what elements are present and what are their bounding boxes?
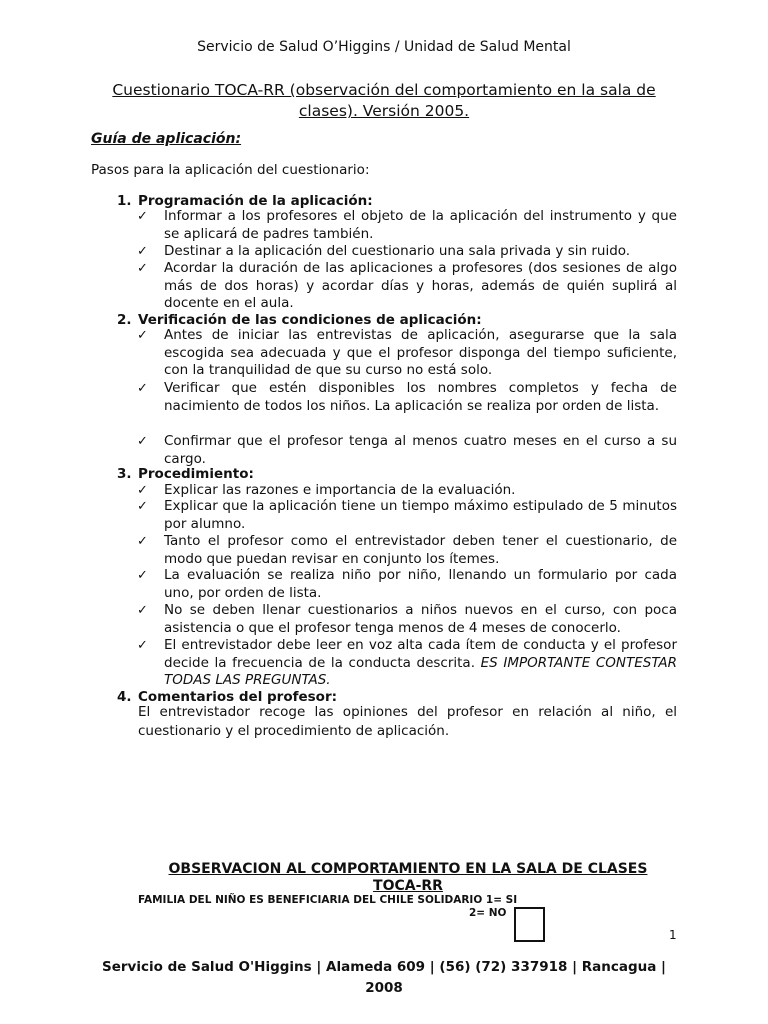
list-item xyxy=(137,327,677,380)
list-item xyxy=(137,567,677,602)
list-item xyxy=(137,533,677,568)
list-item xyxy=(137,380,677,415)
list-item-text: Informar a los profesores el objeto de la aplicación del instrumento y que se aplicará de padres también. xyxy=(164,208,677,242)
list-item xyxy=(137,498,677,533)
step-title: Verificación de las condiciones de aplicación: xyxy=(138,312,482,328)
step-title: Programación de la aplicación: xyxy=(138,193,373,209)
check-icon: ✓ xyxy=(137,534,148,549)
list-item xyxy=(137,602,677,637)
check-icon: ✓ xyxy=(137,638,148,653)
step-number: 3. xyxy=(117,466,132,482)
list-item-text xyxy=(164,637,677,690)
list-item-text: Tanto el profesor como el entrevistador deben tener el cuestionario, de modo que puedan revisar en conjunto los ítemes. xyxy=(164,533,677,567)
observation-title-line-2: TOCA-RR xyxy=(373,878,443,894)
list-item-text-plain: El entrevistador debe leer en voz alta cada ítem de conducta y el profesor decide la frecuencia de la conducta descrita. xyxy=(164,637,677,671)
list-item xyxy=(137,433,677,468)
observation-title-line-1: OBSERVACION AL COMPORTAMIENTO EN LA SALA DE CLASES xyxy=(168,861,648,877)
check-icon: ✓ xyxy=(137,603,148,618)
check-icon: ✓ xyxy=(137,244,148,259)
list-item xyxy=(137,243,677,261)
check-icon: ✓ xyxy=(137,261,148,276)
document-title: Cuestionario TOCA-RR (observación del comportamiento en la sala de clases). Versión 2005. xyxy=(112,81,656,120)
intro-text: Pasos para la aplicación del cuestionario: xyxy=(91,162,370,178)
list-item-text: Explicar las razones e importancia de la evaluación. xyxy=(164,482,516,498)
list-item xyxy=(137,208,677,243)
list-item-text: Destinar a la aplicación del cuestionario una sala privada y sin ruido. xyxy=(164,243,631,259)
step-number: 4. xyxy=(117,689,132,705)
step-1-heading xyxy=(117,193,373,209)
list-item xyxy=(137,260,677,313)
answer-no-label: 2= NO xyxy=(469,907,507,919)
list-item-text: Verificar que estén disponibles los nombres completos y fecha de nacimiento de todos los niños. La aplicación se realiza por orden de lista. xyxy=(164,380,677,414)
list-item-text: Explicar que la aplicación tiene un tiempo máximo estipulado de 5 minutos por alumno. xyxy=(164,498,677,532)
step-4-paragraph: El entrevistador recoge las opiniones del profesor en relación al niño, el cuestionario y el procedimiento de aplicación. xyxy=(138,704,677,739)
emphasis-text: ES IMPORTANTE CONTESTAR TODAS LAS PREGUNTAS. xyxy=(164,654,677,688)
list-item xyxy=(137,637,677,690)
list-item-text: Acordar la duración de las aplicaciones a profesores (dos sesiones de algo más de dos horas) y acordar días y horas, además de quién suplirá al docente en el aula. xyxy=(164,260,677,311)
step-title: Procedimiento: xyxy=(138,466,254,482)
family-question: FAMILIA DEL NIÑO ES BENEFICIARIA DEL CHILE SOLIDARIO 1= SI xyxy=(138,894,518,906)
step-2-heading xyxy=(117,312,482,328)
step-title: Comentarios del profesor: xyxy=(138,689,338,705)
list-item-text: Confirmar que el profesor tenga al menos cuatro meses en el curso a su cargo. xyxy=(164,433,677,467)
check-icon: ✓ xyxy=(137,483,148,498)
guide-heading: Guía de aplicación: xyxy=(91,131,242,147)
check-icon: ✓ xyxy=(137,568,148,583)
check-icon: ✓ xyxy=(137,499,148,514)
list-item-text: Antes de iniciar las entrevistas de aplicación, asegurarse que la sala escogida sea adecuada y que el profesor disponga del tiempo suficiente, con la tranquilidad de que su curso no está solo. xyxy=(164,327,677,378)
page-footer: Servicio de Salud O'Higgins | Alameda 609 | (56) (72) 337918 | Rancagua | 2008 xyxy=(102,959,666,996)
check-icon: ✓ xyxy=(137,328,148,343)
step-3-heading xyxy=(117,466,254,482)
check-icon: ✓ xyxy=(137,209,148,224)
page-number: 1 xyxy=(669,928,677,942)
check-icon: ✓ xyxy=(137,434,148,449)
answer-checkbox[interactable] xyxy=(514,907,545,942)
check-icon: ✓ xyxy=(137,381,148,396)
list-item-text: La evaluación se realiza niño por niño, llenando un formulario por cada uno, por orden de lista. xyxy=(164,567,677,601)
list-item xyxy=(137,482,677,500)
page-header: Servicio de Salud O’Higgins / Unidad de Salud Mental xyxy=(197,39,571,55)
step-number: 2. xyxy=(117,312,132,328)
list-item-text: No se deben llenar cuestionarios a niños nuevos en el curso, con poca asistencia o que el profesor tenga menos de 4 meses de conocerlo. xyxy=(164,602,677,636)
observation-title xyxy=(0,861,768,895)
step-number: 1. xyxy=(117,193,132,209)
